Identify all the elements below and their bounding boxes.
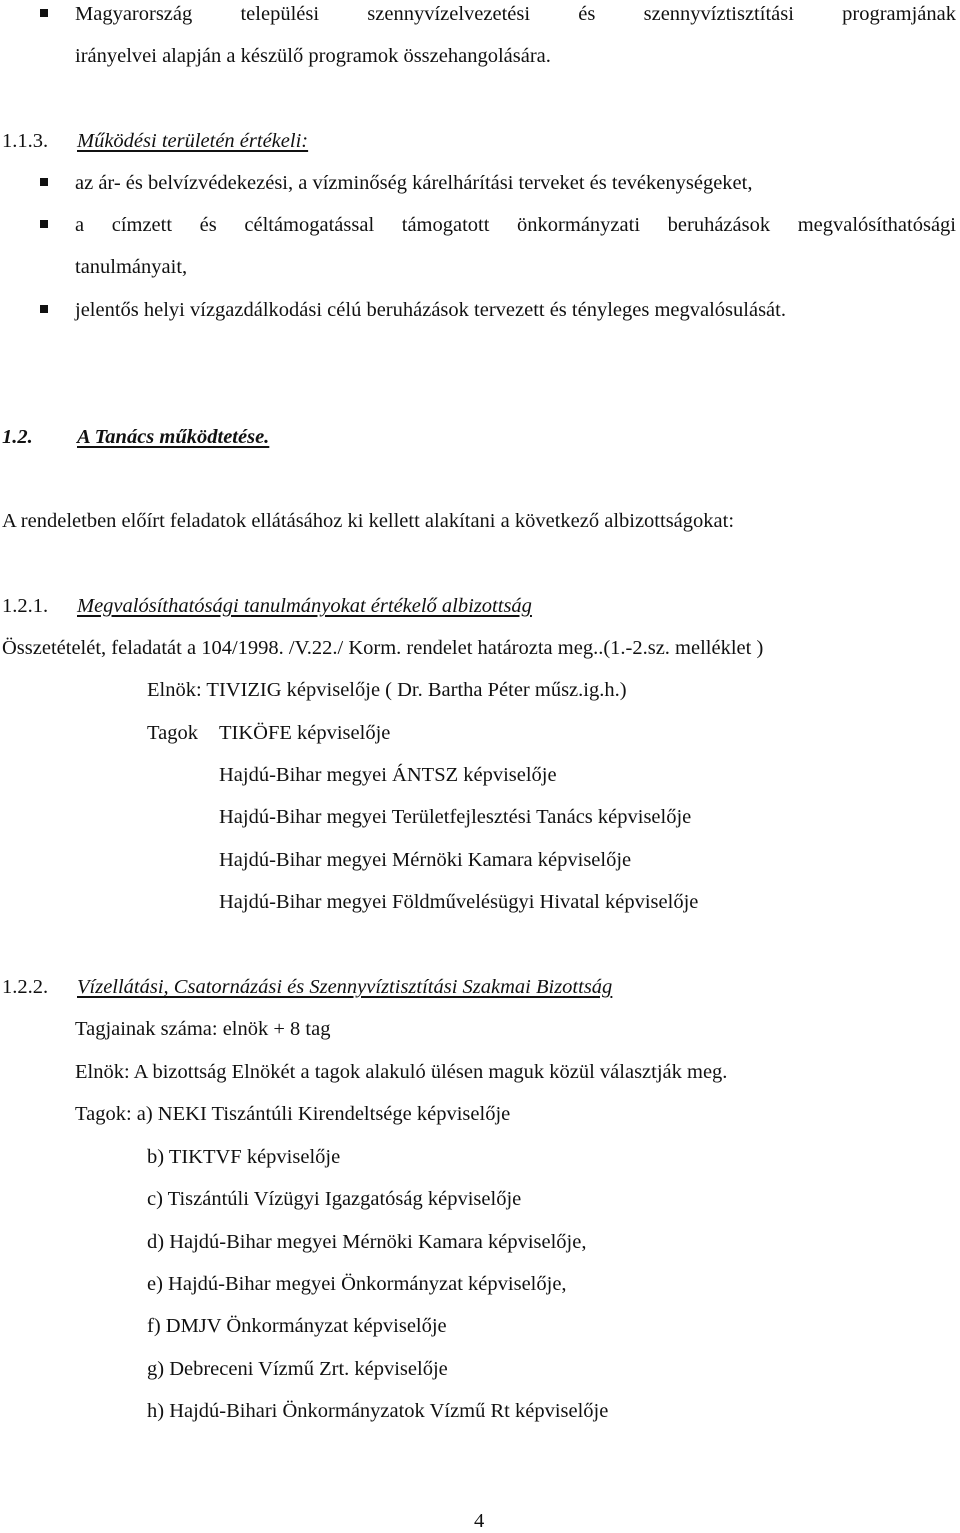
- chair-line: Elnök: TIVIZIG képviselője ( Dr. Bartha Péter műsz.ig.h.): [147, 679, 627, 701]
- member-item: b) TIKTVF képviselője: [147, 1146, 341, 1168]
- paragraph-line: irányelvei alapján a készülő programok összehangolására.: [75, 45, 551, 67]
- section-heading-1-2: [2, 425, 269, 449]
- page-number: 4: [474, 1510, 485, 1532]
- section-number: 1.2.1.: [2, 595, 49, 617]
- section-number: 1.1.3.: [2, 130, 49, 152]
- list-item: a címzett és céltámogatással támogatott önkormányzati beruházások megvalósíthatósági: [75, 214, 956, 236]
- member-item: Hajdú-Bihar megyei Földművelésügyi Hivatal képviselője: [219, 891, 699, 913]
- section-heading-1-2-2: [2, 975, 612, 999]
- member-item: Hajdú-Bihar megyei Mérnöki Kamara képviselője: [219, 849, 632, 871]
- member-item: e) Hajdú-Bihar megyei Önkormányzat képviselője,: [147, 1273, 567, 1295]
- bullet-icon: [40, 178, 48, 186]
- list-item: az ár- és belvízvédekezési, a vízminőség kárelhárítási terveket és tevékenységeket,: [75, 172, 753, 194]
- section-title: Működési területén értékeli:: [77, 130, 309, 152]
- bullet-icon: [40, 9, 48, 17]
- section-heading-1-2-1: [2, 594, 532, 618]
- member-item: Hajdú-Bihar megyei ÁNTSZ képviselője: [219, 764, 557, 786]
- section-title: Megvalósíthatósági tanulmányokat értékelő albizottság: [77, 595, 532, 617]
- member-item: f) DMJV Önkormányzat képviselője: [147, 1315, 447, 1337]
- paragraph: A rendeletben előírt feladatok ellátásához ki kellett alakítani a következő albizottságokat:: [2, 510, 735, 532]
- members-label: Tagok: a) NEKI Tiszántúli Kirendeltsége képviselője: [75, 1103, 511, 1125]
- bullet-icon: [40, 220, 48, 228]
- bullet-icon: [40, 305, 48, 313]
- paragraph: Összetételét, feladatát a 104/1998. /V.22./ Korm. rendelet határozta meg..(1.-2.sz. melléklet ): [2, 637, 764, 659]
- paragraph: Tagjainak száma: elnök + 8 tag: [75, 1018, 331, 1040]
- section-number: 1.2.2.: [2, 976, 49, 998]
- member-item: h) Hajdú-Bihari Önkormányzatok Vízmű Rt képviselője: [147, 1400, 609, 1422]
- paragraph-line: Magyarország települési szennyvízelvezetési és szennyvíztisztítási programjának: [75, 3, 956, 25]
- section-title: A Tanács működtetése.: [77, 426, 270, 448]
- section-heading-1-1-3: [2, 129, 308, 153]
- section-number: 1.2.: [2, 426, 33, 448]
- member-item: g) Debreceni Vízmű Zrt. képviselője: [147, 1358, 448, 1380]
- section-title: Vízellátási, Csatornázási és Szennyvíztisztítási Szakmai Bizottság: [77, 976, 613, 998]
- member-item: c) Tiszántúli Vízügyi Igazgatóság képviselője: [147, 1188, 522, 1210]
- list-item: jelentős helyi vízgazdálkodási célú beruházások tervezett és tényleges megvalósulását.: [75, 299, 786, 321]
- member-item: Hajdú-Bihar megyei Területfejlesztési Tanács képviselője: [219, 806, 692, 828]
- member-item: d) Hajdú-Bihar megyei Mérnöki Kamara képviselője,: [147, 1231, 587, 1253]
- members-label: Tagok: [147, 722, 198, 744]
- list-item-continuation: tanulmányait,: [75, 256, 188, 278]
- member-item: TIKÖFE képviselője: [219, 722, 391, 744]
- paragraph: Elnök: A bizottság Elnökét a tagok alakuló ülésen maguk közül választják meg.: [75, 1061, 728, 1083]
